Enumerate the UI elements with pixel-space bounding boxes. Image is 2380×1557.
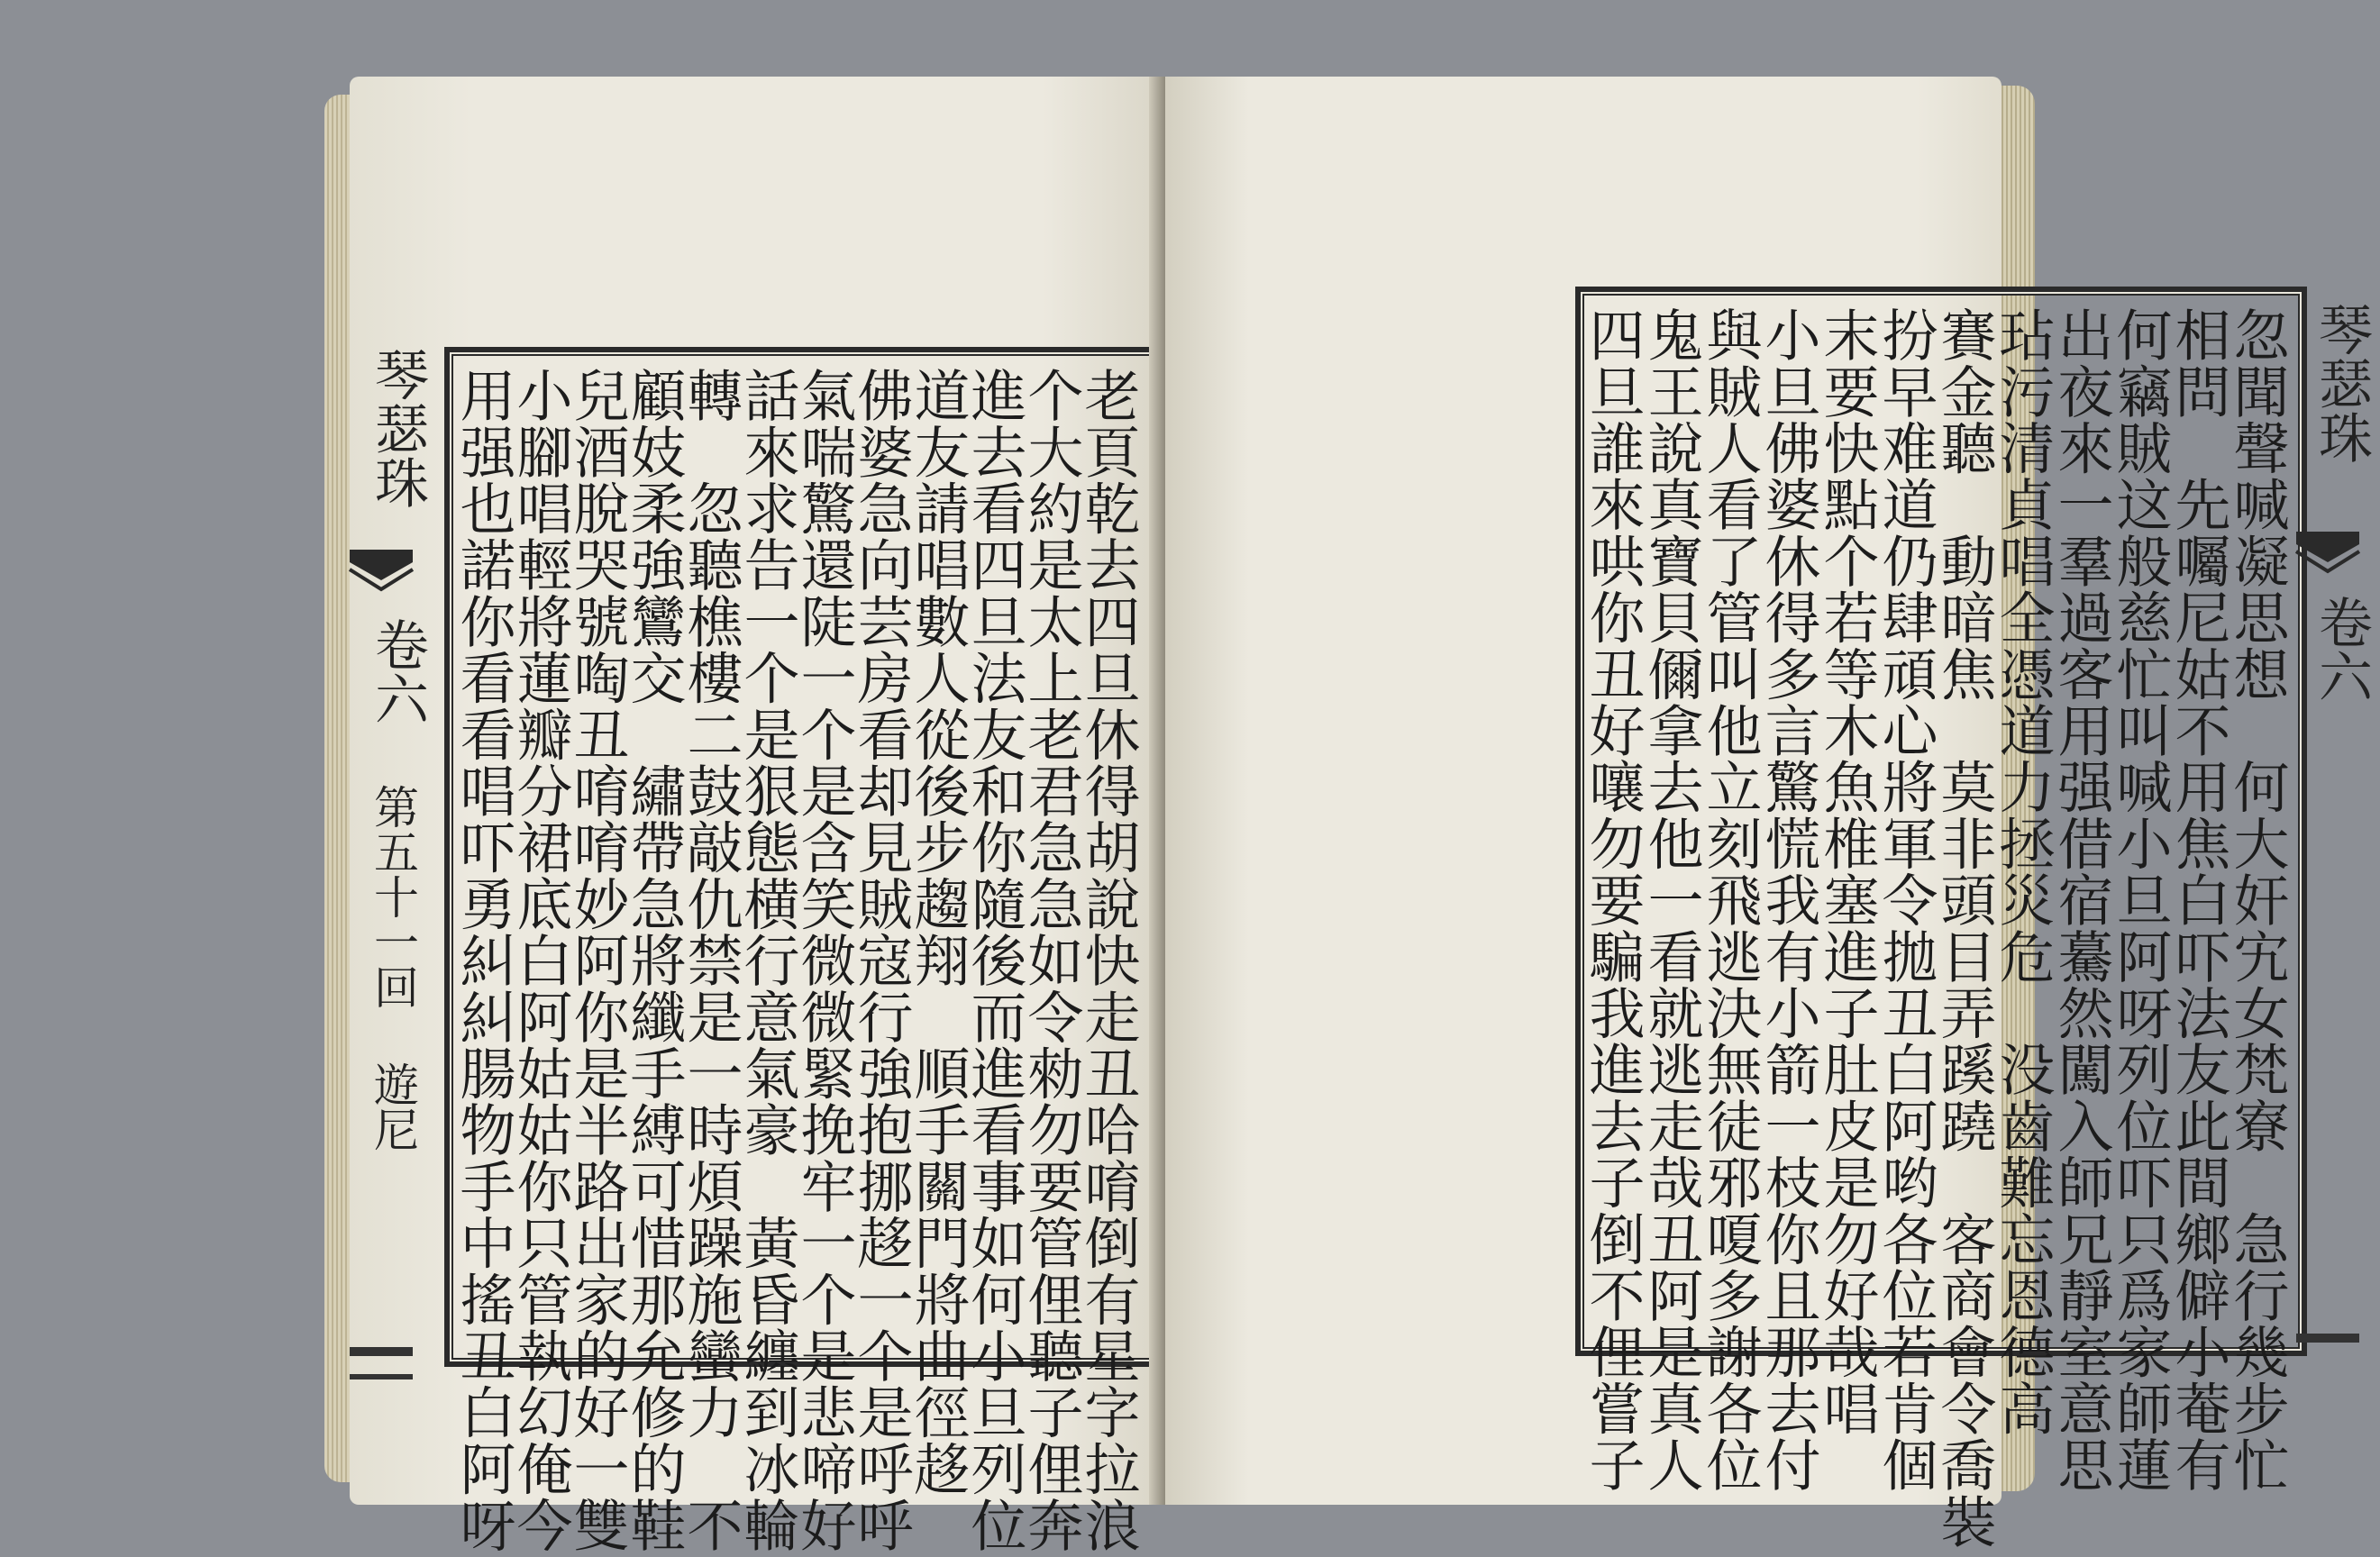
text-column: 末要快點个若等木魚椎塞進子肚皮是勿好哉唱 — [1814, 306, 1880, 1436]
open-book — [333, 77, 2373, 1553]
text-column: 氣喘驚還陡一个是含笑微微緊挽牢一个是悲啼好 — [791, 367, 857, 1553]
text-column: 進去看四旦法友和你隨後而進看事如何小旦列位 — [962, 367, 1027, 1553]
right-page — [1165, 77, 2373, 1550]
text-column: 賽金聽 動暗焦 莫非頭目弄蹊蹺 客商會令喬裝 — [1931, 306, 1997, 1550]
text-column: 顧妓柔強鸞交 繡帶急將纖手縛可惜那允修的鞋 — [621, 367, 687, 1553]
right-margin-volume: 卷六 — [2310, 595, 2373, 703]
text-column: 小旦佛婆休得多言驚慌我有小箭一枝你且那去付 — [1755, 306, 1821, 1493]
text-column: 出夜來一羣過客用强借宿驀然闖入師兄靜室意思 — [2048, 306, 2114, 1493]
text-column: 老頁乾去四旦休得胡說快走丑哈唷倒有星字拉浪 — [1075, 367, 1141, 1553]
text-column: 兒酒脫哭號啕丑唷唷妙阿你是半路出家的好一雙 — [564, 367, 630, 1553]
text-column: 个大約是太上老君急急如令勑勿要管俚聽子俚奔 — [1018, 367, 1084, 1553]
left-page — [350, 77, 1165, 1553]
left-margin-chapter: 第五十一回 遊尼 — [367, 784, 419, 1152]
left-margin-volume: 卷六 — [366, 617, 429, 725]
text-column: 道友請唱數人從後步趨翔 順手關門將曲徑趍 — [905, 367, 971, 1497]
text-column: 用强也諾你看看唱吓勇糾糾腸物手中搖丑白阿呀 — [451, 367, 516, 1553]
margin-tick — [350, 1374, 413, 1379]
text-column: 相問 先囑尼姑不用焦白吓法友此間鄉僻小菴有 — [2166, 306, 2231, 1493]
text-column: 忽聞聲喊凝思想 何大奸宄女梵寮 急行幾步忙 — [2224, 306, 2290, 1493]
margin-tick — [350, 1347, 413, 1356]
fishtail-mark-icon — [350, 550, 413, 593]
text-column: 四旦誰來哄你丑好嚷勿要騙我進去子倒不俚嘗子 — [1580, 306, 1646, 1493]
text-column: 何竊賊这般慈忙叫喊小旦阿呀列位吓只爲家師蓮 — [2107, 306, 2173, 1493]
text-column: 話來求告一个是狠態横行意氣豪 黃昏纏到冰輪 — [734, 367, 800, 1553]
text-column: 小腳唱輕將蓮瓣分裙底白阿姑姑你只管執幻俺今 — [507, 367, 573, 1553]
text-column: 與賊人看了管叫他立刻飛逃決無徒邪嗄多謝各位 — [1697, 306, 1763, 1493]
left-margin-title: 琴瑟珠 — [366, 347, 429, 509]
margin-tick — [2296, 1334, 2359, 1343]
text-column: 鬼王說真寶貝儞拿去他一看就逃走哉丑阿是真人 — [1638, 306, 1704, 1493]
text-column: 佛婆急向芸房看却見賊寇行強抱挪趍一个是呼呼 — [848, 367, 914, 1553]
fishtail-mark-icon — [2296, 532, 2359, 575]
text-column: 轉 忽聽樵樓二鼓敲仇禁是一時煩躁施蠻力 不 — [678, 367, 743, 1553]
text-column: 玷污清貞唱全憑道力拯災危 没齒難忘恩德高 — [1990, 306, 2056, 1436]
text-column: 扮早难道仍肆頑心將軍令拋丑白阿哟各位若肯個 — [1873, 306, 1938, 1493]
right-margin-title: 琴瑟珠 — [2310, 302, 2373, 464]
